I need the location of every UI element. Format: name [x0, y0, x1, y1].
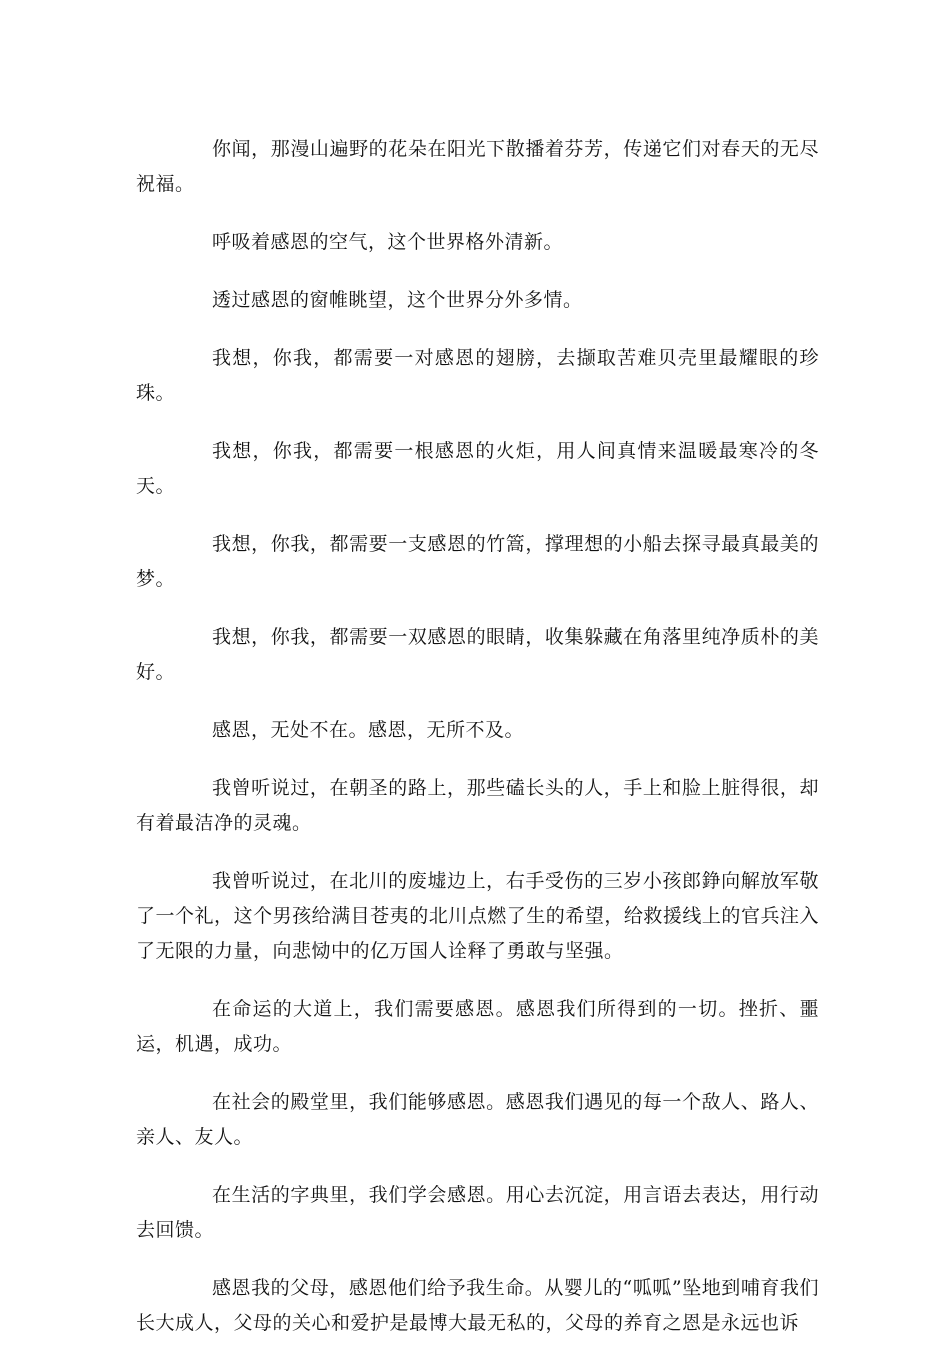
paragraph-10: 我曾听说过，在北川的废墟边上，右手受伤的三岁小孩郎錚向解放军敬了一个礼，这个男孩给满目苍夷的北川点燃了生的希望，给救援线上的官兵注入了无限的力量，向悲恸中的亿万国人诠释了勇敢与坚强。	[136, 870, 819, 962]
paragraph-2: 呼吸着感恩的空气，这个世界格外清新。	[212, 231, 564, 253]
paragraph-7: 我想，你我，都需要一双感恩的眼睛，收集躲藏在角落里纯净质朴的美好。	[136, 626, 819, 683]
paragraph-9: 我曾听说过，在朝圣的路上，那些磕长头的人，手上和脸上脏得很，却有着最洁净的灵魂。	[136, 777, 819, 834]
paragraph-14: 感恩我的父母，感恩他们给予我生命。从婴儿的“呱呱”坠地到哺育我们长大成人，父母的关心和爱护是最博大最无私的，父母的养育之恩是永远也诉	[136, 1277, 819, 1334]
paragraph-3: 透过感恩的窗帷眺望，这个世界分外多情。	[212, 289, 583, 311]
document-body	[136, 132, 819, 1364]
paragraph-1: 你闻，那漫山遍野的花朵在阳光下散播着芬芳，传递它们对春天的无尽祝福。	[136, 138, 819, 195]
paragraph-6: 我想，你我，都需要一支感恩的竹篙，撑理想的小船去探寻最真最美的梦。	[136, 533, 819, 590]
paragraph-11: 在命运的大道上，我们需要感恩。感恩我们所得到的一切。挫折、噩运，机遇，成功。	[136, 998, 819, 1055]
paragraph-12: 在社会的殿堂里，我们能够感恩。感恩我们遇见的每一个敌人、路人、亲人、友人。	[136, 1091, 819, 1148]
paragraph-8: 感恩，无处不在。感恩，无所不及。	[212, 719, 525, 741]
paragraph-4: 我想，你我，都需要一对感恩的翅膀，去撷取苦难贝壳里最耀眼的珍珠。	[136, 347, 819, 404]
paragraph-13: 在生活的字典里，我们学会感恩。用心去沉淀，用言语去表达，用行动去回馈。	[136, 1184, 819, 1241]
paragraph-5: 我想，你我，都需要一根感恩的火炬，用人间真情来温暖最寒冷的冬天。	[136, 440, 819, 497]
